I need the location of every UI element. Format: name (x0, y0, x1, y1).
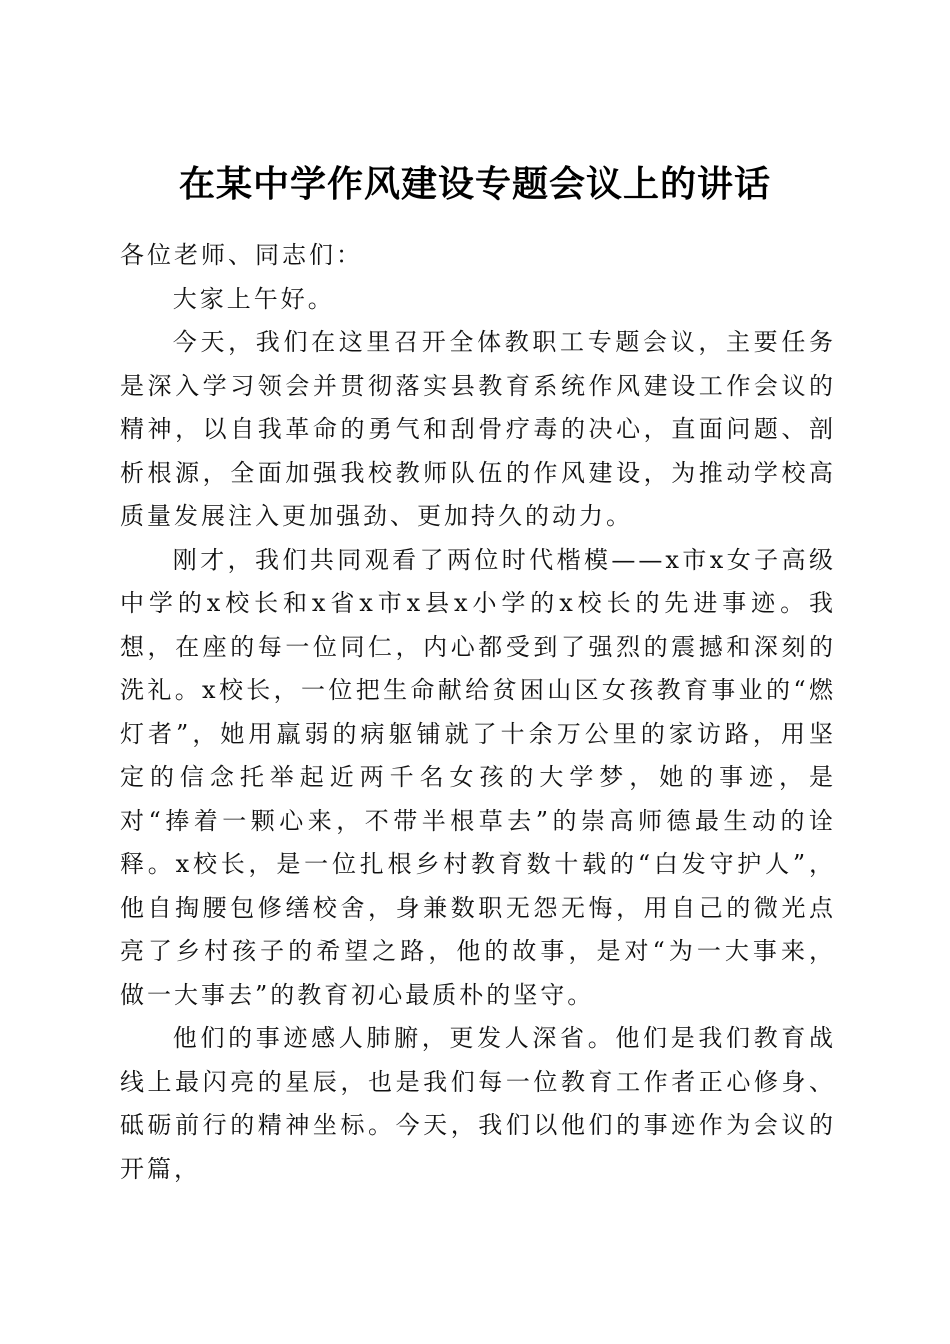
document-title: 在某中学作风建设专题会议上的讲话 (178, 163, 771, 206)
paragraph-reflection: 他们的事迹感人肺腑，更发人深省。他们是我们教育战线上最闪亮的星辰，也是我们每一位教育工作者正心修身、砥砺前行的精神坐标。今天，我们以他们的事迹作为会议的开篇， (120, 1024, 836, 1183)
paragraph-purpose: 今天，我们在这里召开全体教职工专题会议，主要任务是深入学习领会并贯彻落实县教育系统作风建设工作会议的精神，以自我革命的勇气和刮骨疗毒的决心，直面问题、剖析根源，全面加强我校教师队伍的作风建设，为推动学校高质量发展注入更加强劲、更加持久的动力。 (120, 328, 836, 530)
paragraph-role-models: 刚才，我们共同观看了两位时代楷模——x市x女子高级中学的x校长和x省x市x县x小学的x校长的先进事迹。我想，在座的每一位同仁，内心都受到了强烈的震撼和深刻的洗礼。x校长，一位把生命献给贫困山区女孩教育事业的“燃灯者”，她用羸弱的病躯铺就了十余万公里的家访路，用坚定的信念托举起近两千名女孩的大学梦，她的事迹，是对“捧着一颗心来，不带半根草去”的崇高师德最生动的诠释。x校长，是一位扎根乡村教育数十载的“白发守护人”，他自掏腰包修缮校舍，身兼数职无怨无悔，用自己的微光点亮了乡村孩子的希望之路，他的故事，是对“为一大事来，做一大事去”的教育初心最质朴的坚守。 (120, 545, 836, 1009)
paragraph-greeting: 大家上午好。 (172, 284, 335, 313)
salutation: 各位老师、同志们： (120, 241, 363, 269)
document-body (120, 234, 836, 1191)
